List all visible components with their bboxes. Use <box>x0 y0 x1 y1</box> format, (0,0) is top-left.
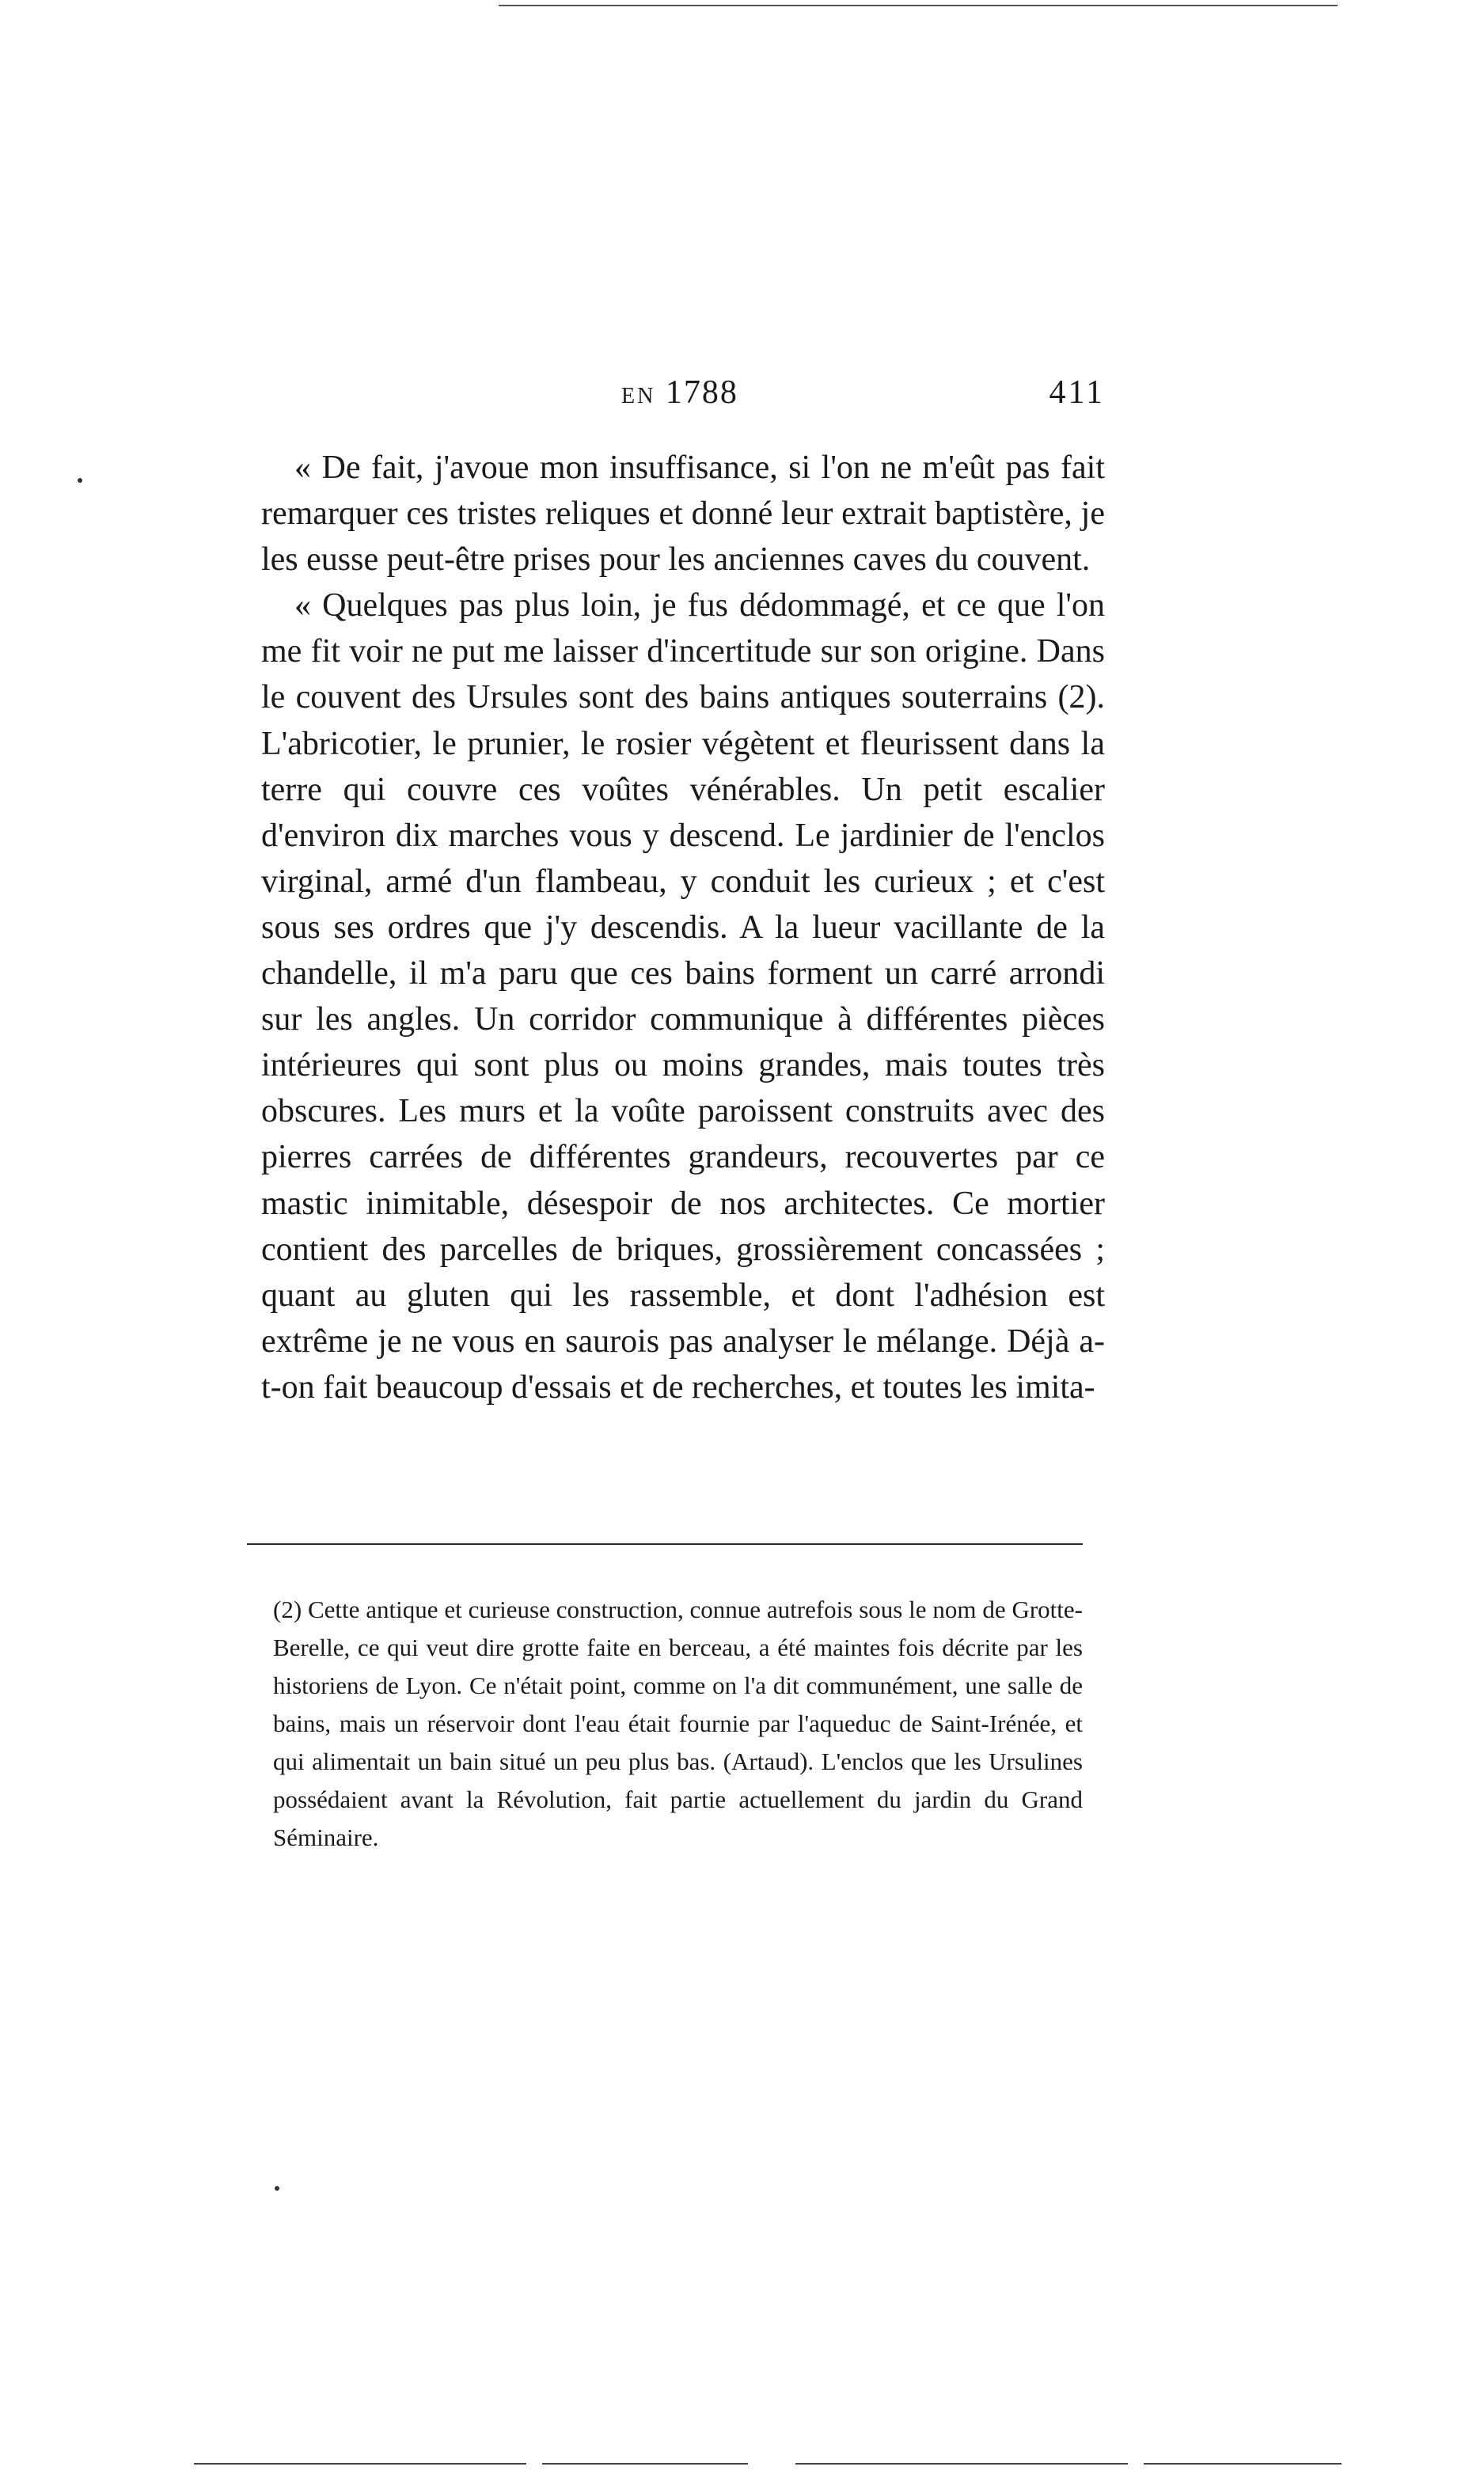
scan-speck <box>275 2186 279 2191</box>
footnote-text: (2) Cette antique et curieuse construction, connue autrefois sous le nom de Grotte-Berelle, ce qui veut dire grotte faite en berceau, a été maintes fois décrite par les historiens de Lyon. Ce n'était point, comme on l'a dit communément, une salle de bains, mais un réservoir dont l'eau était fournie par l'aqueduc de Saint-Irénée, et qui alimentait un bain situé un peu plus bas. (Artaud). L'enclos que les Ursulines possédaient avant la Révolution, fait partie actuellement du jardin du Grand Séminaire. <box>273 1596 1083 1851</box>
footnote-divider <box>247 1543 1083 1545</box>
running-title-year: 1788 <box>665 374 738 411</box>
running-title <box>621 374 738 412</box>
bottom-scan-rule <box>194 2463 1342 2465</box>
page-header <box>261 374 1105 421</box>
body-paragraph: « De fait, j'avoue mon insuffisance, si l'on ne m'eût pas fait remarquer ces tristes reliques et donné leur extrait baptistère, je les eusse peut-être prises pour les anciennes caves du couvent. <box>261 450 1105 579</box>
body-text <box>261 445 1105 1410</box>
body-paragraph: « Quelques pas plus loin, je fus dédommagé, et ce que l'on me fit voir ne put me laisser d'incertitude sur son origine. Dans le couvent des Ursules sont des bains antiques souterrains (2). L'abricotier, le prunier, le rosier végètent et fleurissent dans la terre qui couvre ces voûtes vénérables. Un petit escalier d'environ dix marches vous y descend. Le jardinier de l'enclos virginal, armé d'un flambeau, y conduit les curieux ; et c'est sous ses ordres que j'y descendis. A la lueur vacillante de la chandelle, il m'a paru que ces bains forment un carré arrondi sur les angles. Un corridor communique à différentes pièces intérieures qui sont plus ou moins grandes, mais toutes très obscures. Les murs et la voûte paroissent construits avec des pierres carrées de différentes grandeurs, recouvertes par ce mastic inimitable, désespoir de nos architectes. Ce mortier contient des parcelles de briques, grossièrement concassées ; quant au gluten qui les rassemble, et dont l'adhésion est extrême je ne vous en saurois pas analyser le mélange. Déjà a-t-on fait beaucoup d'essais et de recherches, et toutes les imita- <box>261 587 1105 1406</box>
running-title-prefix: EN <box>621 384 656 408</box>
scan-speck <box>78 478 82 483</box>
footnote <box>273 1591 1083 1857</box>
top-scan-rule <box>499 5 1338 6</box>
page-number: 411 <box>1049 374 1105 411</box>
